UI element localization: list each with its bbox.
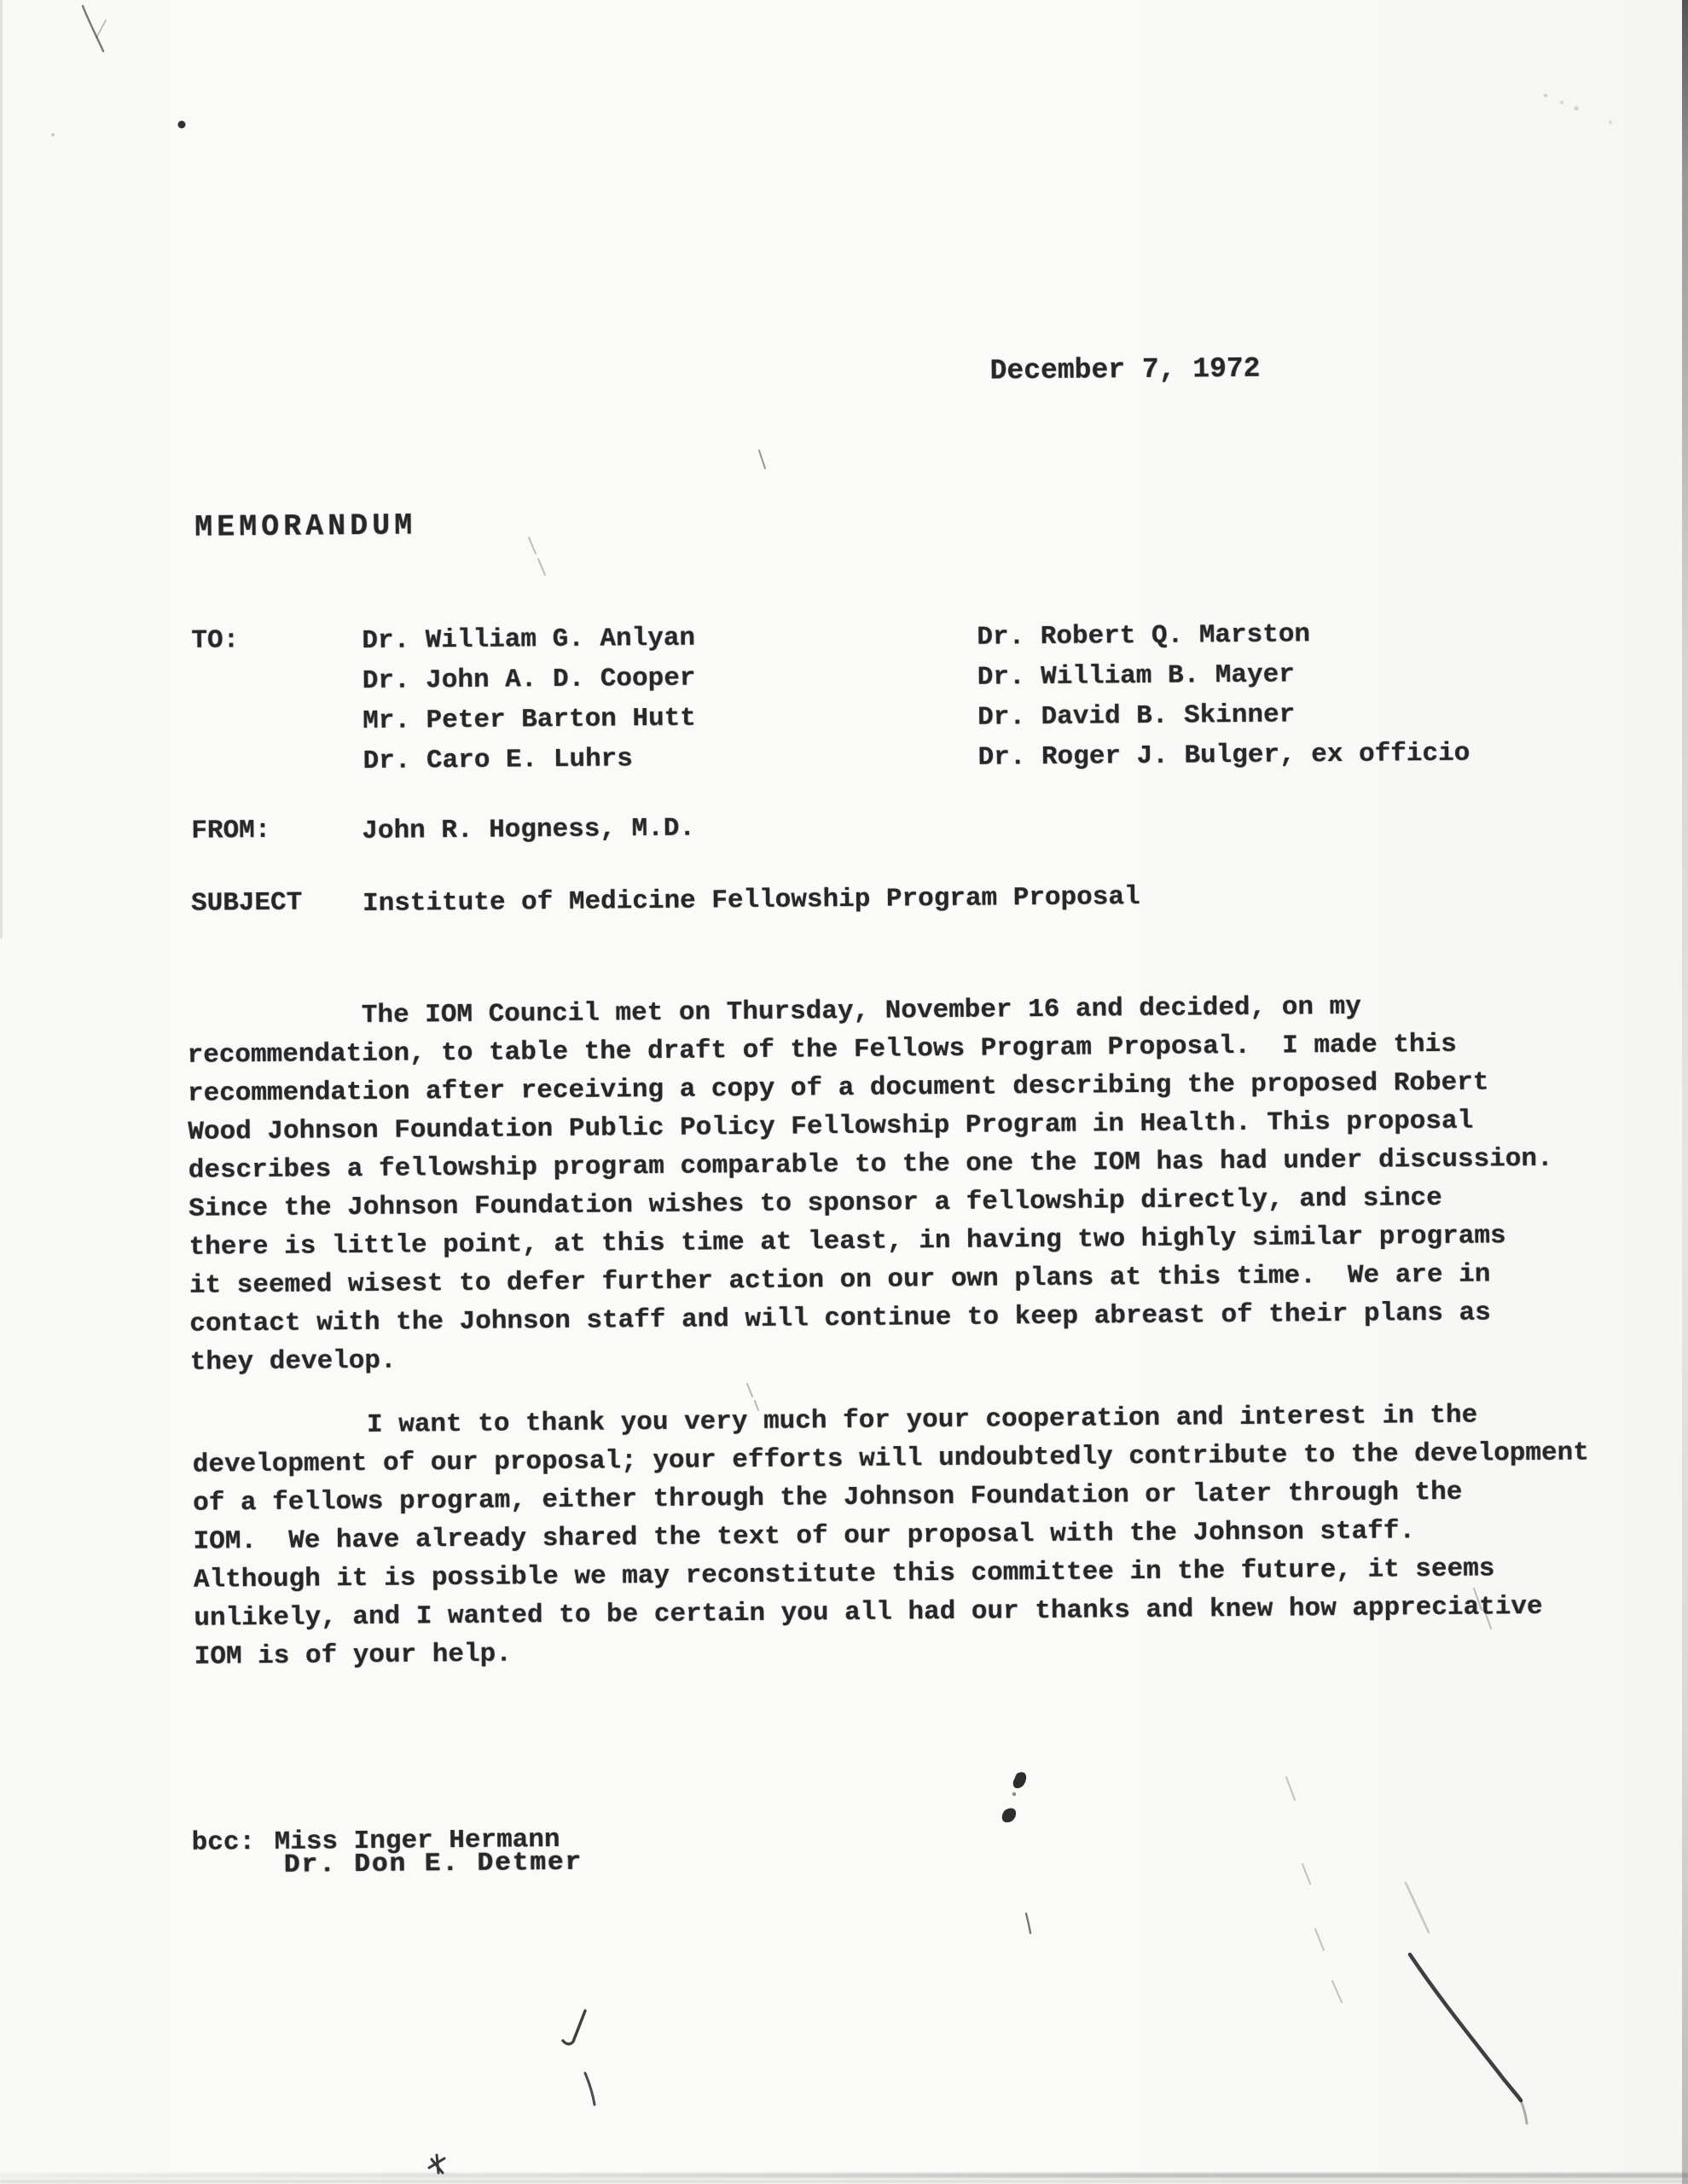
text-line: Dr. William G. Anlyan (362, 623, 696, 656)
text-line: Wood Johnson Foundation Public Policy Fellowship Program in Health. This proposal (188, 1106, 1474, 1147)
text-line: recommendation, to table the draft of the Fellows Program Proposal. I made this (187, 1029, 1457, 1071)
text-line: Since the Johnson Foundation wishes to sponsor a fellowship directly, and since (189, 1182, 1442, 1224)
text-line: Dr. William B. Mayer (977, 659, 1295, 693)
text-line: Dr. David B. Skinner (977, 700, 1296, 733)
memo-title: MEMORANDUM (194, 508, 417, 545)
text-line: Dr. Robert Q. Marston (977, 619, 1311, 653)
text-line: Dr. Roger J. Bulger, ex officio (977, 738, 1470, 773)
memo-date: December 7, 1972 (989, 352, 1261, 387)
text-line: I want to thank you very much for your cooperation and interest in the (192, 1400, 1478, 1442)
to-label: TO: (191, 625, 240, 656)
text-line: Dr. John A. D. Cooper (362, 663, 696, 696)
body-paragraph-2 (192, 1395, 1591, 1676)
text-line: unlikely, and I wanted to be certain you all had our thanks and knew how appreciative (194, 1591, 1543, 1634)
recipients-column-left (362, 619, 696, 781)
subject-value: Institute of Medicine Fellowship Program Proposal (362, 881, 1140, 919)
body-paragraph-1 (187, 986, 1555, 1382)
scan-edge-right (1682, 0, 1688, 2184)
scan-streak-bottom (0, 2173, 1688, 2178)
bcc-name-2: Dr. Don E. Detmer (283, 1847, 583, 1880)
text-line: Although it is possible we may reconstitute this committee in the future, it seems (193, 1554, 1495, 1595)
text-line: they develop. (189, 1345, 397, 1378)
text-line: The IOM Council met on Thursday, November 16 and decided, on my (187, 991, 1361, 1032)
scan-streak-bottom-2 (0, 2180, 1688, 2183)
bcc-name-1: Miss Inger Hermann (274, 1824, 560, 1857)
text-line: describes a fellowship program comparable to the one the IOM has had under discussion. (188, 1143, 1553, 1186)
text-line: there is little point, at this time at least, in having two highly similar programs (189, 1221, 1506, 1263)
text-line: of a fellows program, either through the Johnson Foundation or later through the (193, 1477, 1463, 1519)
text-line: IOM is of your help. (194, 1639, 512, 1672)
text-line: Dr. Caro E. Luhrs (363, 744, 634, 776)
text-line: Mr. Peter Barton Hutt (363, 703, 696, 736)
bcc-label: bcc: (191, 1827, 256, 1858)
subject-label: SUBJECT (190, 887, 303, 919)
text-line: development of our proposal; your efforts will undoubtedly contribute to the development (192, 1438, 1589, 1480)
recipients-column-right (977, 613, 1470, 778)
text-line: contact with the Johnson staff and will continue to keep abreast of their plans as (189, 1298, 1491, 1339)
text-line: recommendation after receiving a copy of a document describing the proposed Robert (187, 1067, 1489, 1109)
text-line: IOM. We have already shared the text of our proposal with the Johnson staff. (193, 1516, 1416, 1557)
from-value: John R. Hogness, M.D. (362, 813, 696, 846)
scan-edge-left (0, 0, 3, 938)
text-line: it seemed wisest to defer further action on our own plans at this time. We are in (189, 1259, 1491, 1301)
from-label: FROM: (191, 815, 271, 846)
